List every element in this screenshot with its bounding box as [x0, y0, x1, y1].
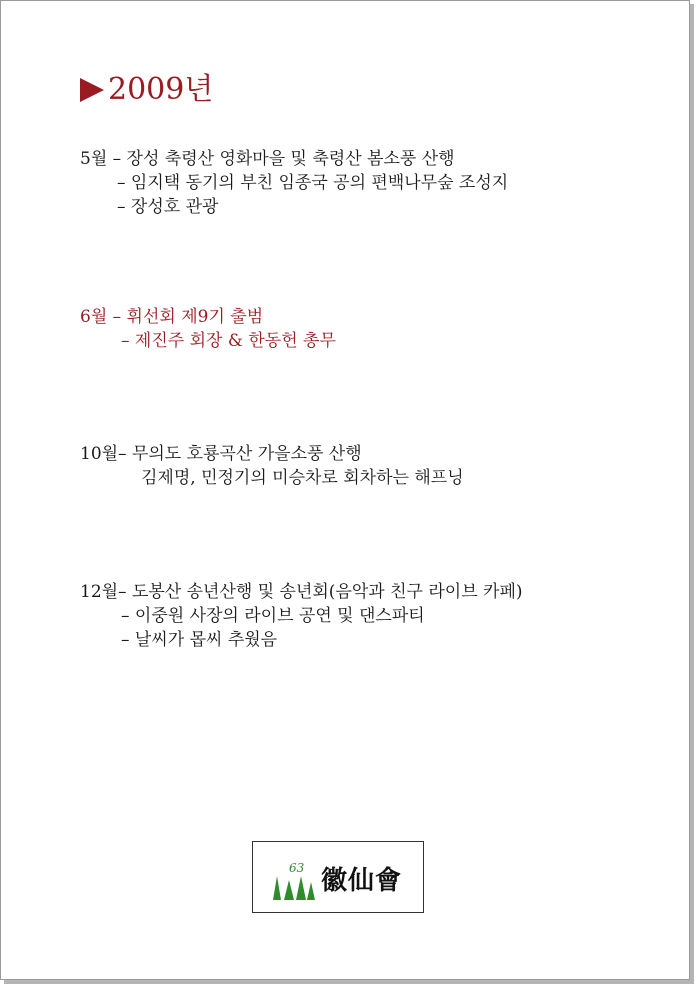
entry-oct-line-2: 김제명, 민정기의 미승차로 회차하는 해프닝 — [141, 468, 464, 488]
year-heading — [80, 72, 213, 108]
entry-oct — [80, 442, 464, 490]
entry-jun-line-2: – 제진주 회장 & 한동헌 총무 — [121, 331, 336, 351]
entry-oct-line-1: 10월– 무의도 호룡곡산 가을소풍 산행 — [80, 444, 362, 464]
logo-text: 徽仙會 — [321, 866, 403, 896]
entry-may-line-1: 5월 – 장성 축령산 영화마을 및 축령산 봄소풍 산행 — [80, 149, 455, 169]
year-heading-text: 2009년 — [108, 72, 214, 107]
entry-jun-line-1: 6월 – 휘선회 제9기 출범 — [80, 307, 264, 327]
entry-jun — [80, 305, 336, 353]
entry-dec-line-1: 12월– 도봉산 송년산행 및 송년회(음악과 친구 라이브 카페) — [80, 582, 523, 602]
entry-may-line-3: – 장성호 관광 — [117, 197, 219, 217]
entry-may-line-2: – 임지택 동기의 부친 임종국 공의 편백나무숲 조성지 — [117, 173, 509, 193]
logo — [252, 841, 424, 913]
entry-dec — [80, 580, 523, 652]
entry-may — [80, 147, 508, 219]
entry-dec-line-3: – 날씨가 몹씨 추웠음 — [121, 630, 278, 650]
triangle-bullet-icon — [80, 78, 104, 102]
logo-number: 63 — [289, 861, 305, 875]
entry-dec-line-2: – 이중원 사장의 라이브 공연 및 댄스파티 — [121, 606, 425, 626]
